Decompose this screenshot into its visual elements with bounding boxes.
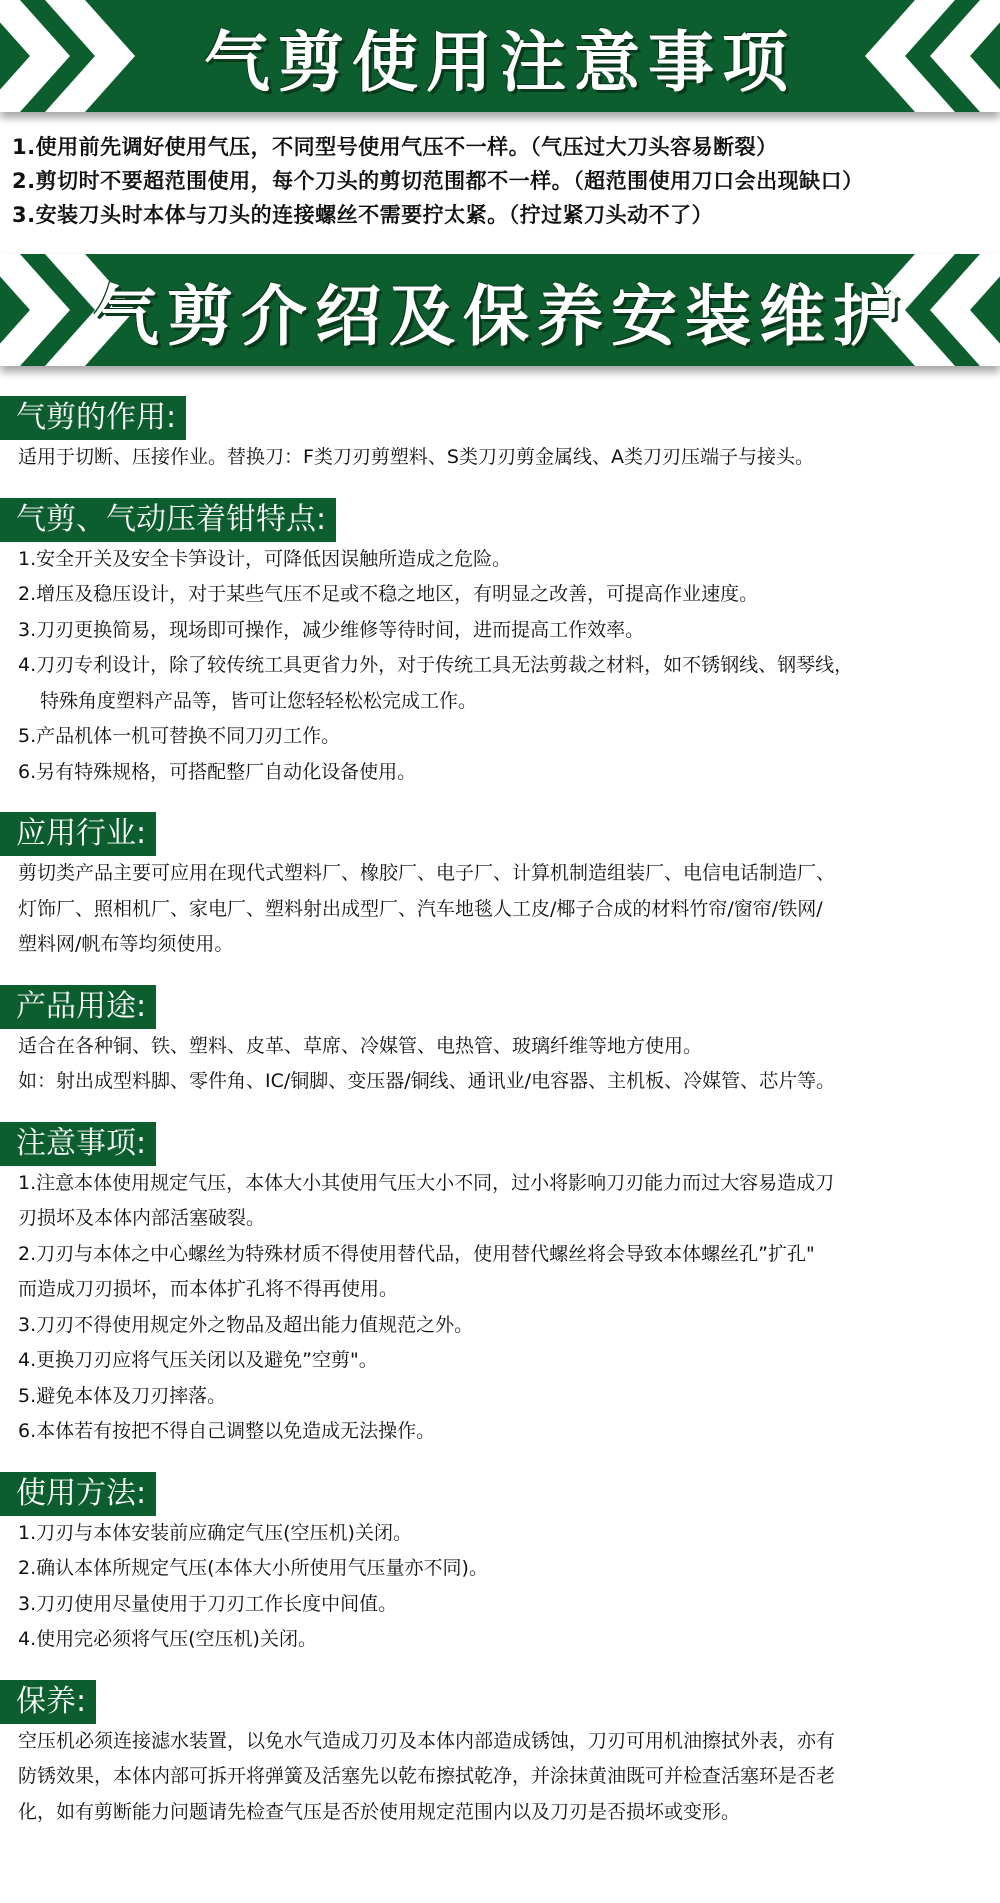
banner-usage-notes <box>0 0 1000 112</box>
section-uses <box>0 985 1000 1100</box>
section-features <box>0 498 1000 791</box>
section-line: 而造成刀刃损坏，而本体扩孔将不得再使用。 <box>18 1278 399 1300</box>
section-line: 塑料网/帆布等均须使用。 <box>18 933 234 955</box>
section-line: 刃损坏及本体内部活塞破裂。 <box>18 1207 266 1229</box>
note-item: 1.使用前先调好使用气压，不同型号使用气压不一样。（气压过大刀头容易断裂） <box>12 135 778 159</box>
section-line: 适合在各种铜、铁、塑料、皮革、草席、冷媒管、电热管、玻璃纤维等地方使用。 <box>18 1034 703 1057</box>
section-line: 5.避免本体及刀刃摔落。 <box>18 1384 227 1407</box>
section-line: 如：射出成型料脚、零件角、IC/铜脚、变压器/铜线、通讯业/电容器、主机板、冷媒管、芯片等。 <box>18 1070 836 1092</box>
banner-title: 气剪介绍及保养安装维护 <box>93 277 907 355</box>
section-line: 1.安全开关及安全卡笋设计，可降低因误触所造成之危险。 <box>18 547 512 570</box>
section-line: 1.刀刃与本体安装前应确定气压(空压机)关闭。 <box>18 1521 412 1544</box>
banner-intro-maintenance <box>0 254 1000 366</box>
section-maintenance <box>0 1680 1000 1831</box>
section-heading: 应用行业: <box>0 812 156 856</box>
section-heading: 产品用途: <box>0 985 156 1029</box>
section-line: 特殊角度塑料产品等，皆可让您轻轻松松完成工作。 <box>40 689 478 712</box>
section-line: 空压机必须连接滤水装置，以免水气造成刀刃及本体内部造成锈蚀，刀刃可用机油擦拭外表，亦有 <box>18 1729 836 1752</box>
section-line: 4.刀刃专利设计，除了较传统工具更省力外，对于传统工具无法剪裁之材料，如不锈钢线、钢琴线， <box>18 654 854 676</box>
section-heading: 保养: <box>0 1680 96 1724</box>
section-heading: 气剪的作用: <box>0 396 186 440</box>
section-heading: 气剪、气动压着钳特点: <box>0 498 336 542</box>
section-function <box>0 396 1000 476</box>
section-line: 1.注意本体使用规定气压，本体大小其使用气压大小不同，过小将影响刀刃能力而过大容易造成刀 <box>18 1171 835 1194</box>
section-line: 6.本体若有按把不得自己调整以免造成无法操作。 <box>18 1420 436 1442</box>
section-line: 3.刀刃不得使用规定外之物品及超出能力值规范之外。 <box>18 1313 474 1336</box>
note-item: 2.剪切时不要超范围使用，每个刀头的剪切范围都不一样。（超范围使用刀口会出现缺口） <box>12 169 864 193</box>
section-line: 3.刀刃更换简易，现场即可操作，减少维修等待时间，进而提高工作效率。 <box>18 618 645 641</box>
section-line: 2.增压及稳压设计，对于某些气压不足或不稳之地区，有明显之改善，可提高作业速度。 <box>18 583 759 605</box>
section-line: 3.刀刃使用尽量使用于刀刃工作长度中间值。 <box>18 1592 398 1615</box>
section-heading: 注意事项: <box>0 1122 156 1166</box>
section-line: 2.确认本体所规定气压(本体大小所使用气压量亦不同)。 <box>18 1557 488 1579</box>
section-line: 4.使用完必须将气压(空压机)关闭。 <box>18 1628 317 1650</box>
section-industries <box>0 812 1000 963</box>
note-item: 3.安装刀头时本体与刀头的连接螺丝不需要拧太紧。（拧过紧刀头动不了） <box>12 203 714 227</box>
section-line: 防锈效果，本体内部可拆开将弹簧及活塞先以乾布擦拭乾净，并涂抹黄油既可并检查活塞环是否老 <box>18 1765 836 1787</box>
banner-title: 气剪使用注意事项 <box>204 23 796 101</box>
section-line: 4.更换刀刃应将气压关闭以及避免”空剪"。 <box>18 1349 378 1371</box>
section-line: 6.另有特殊规格，可搭配整厂自动化设备使用。 <box>18 760 417 783</box>
section-line: 5.产品机体一机可替换不同刀刃工作。 <box>18 725 341 747</box>
section-line: 剪切类产品主要可应用在现代式塑料厂、橡胶厂、电子厂、计算机制造组装厂、电信电话制造厂、 <box>18 862 836 884</box>
section-line: 化，如有剪断能力问题请先检查气压是否於使用规定范围内以及刀刃是否损坏或变形。 <box>18 1800 741 1823</box>
section-heading: 使用方法: <box>0 1472 156 1516</box>
section-line: 适用于切断、压接作业。替换刀：F类刀刃剪塑料、S类刀刃剪金属线、A类刀刃压端子与接头。 <box>18 446 814 468</box>
section-line: 灯饰厂、照相机厂、家电厂、塑料射出成型厂、汽车地毯人工皮/椰子合成的材料竹帘/窗帘/铁网/ <box>18 897 823 920</box>
usage-notes <box>0 112 1000 232</box>
section-cautions <box>0 1122 1000 1450</box>
section-usage-method <box>0 1472 1000 1658</box>
section-line: 2.刀刃与本体之中心螺丝为特殊材质不得使用替代品，使用替代螺丝将会导致本体螺丝孔”扩孔" <box>18 1242 815 1265</box>
